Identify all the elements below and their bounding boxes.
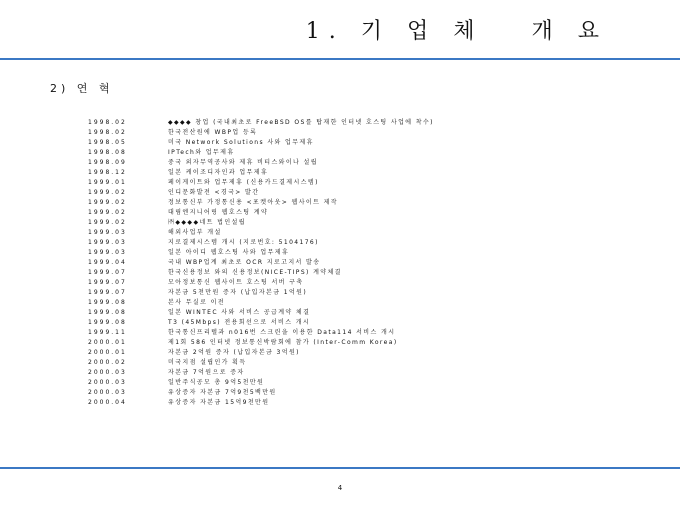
history-row <box>88 298 648 308</box>
history-event: T3 (45Mbps) 전용회선으로 서비스 개시 <box>168 319 311 326</box>
history-event: 본사 무실로 이전 <box>168 299 225 306</box>
history-row <box>88 178 648 188</box>
history-event: 모아정보통신 웹사이트 호스팅 서버 구축 <box>168 279 304 286</box>
history-date: 2000.04 <box>88 399 127 406</box>
history-date: 2000.02 <box>88 359 127 366</box>
history-date: 1998.02 <box>88 119 127 126</box>
history-date: 2000.01 <box>88 339 127 346</box>
history-event: 지로결제시스템 개시 (지로번호: 5104176) <box>168 239 319 246</box>
history-event: 미국지점 설립인가 획득 <box>168 359 247 366</box>
history-date: 1999.02 <box>88 219 127 226</box>
history-date: 1998.12 <box>88 169 127 176</box>
history-row <box>88 378 648 388</box>
history-row <box>88 128 648 138</box>
history-event: 유상증자 자본금 7억9천5백만원 <box>168 389 277 396</box>
history-row <box>88 338 648 348</box>
history-row <box>88 218 648 228</box>
history-event: IPTech와 업무제휴 <box>168 149 235 156</box>
history-row <box>88 398 648 408</box>
history-row <box>88 198 648 208</box>
history-event: 대림엔지니어링 웹호스팅 계약 <box>168 209 269 216</box>
history-row <box>88 118 648 128</box>
section-heading: 2) 연 혁 <box>50 82 114 95</box>
history-date: 1998.02 <box>88 129 127 136</box>
history-row <box>88 208 648 218</box>
history-event: 페이게이트와 업무제휴 (신용카드결제시스템) <box>168 179 319 186</box>
history-event: 정보통신부 가정통신용 <포켓아웃> 웹사이트 제작 <box>168 199 339 206</box>
history-event: 일본 아이디 웹호스팅 사와 업무제휴 <box>168 249 290 256</box>
history-date: 1999.08 <box>88 309 127 316</box>
history-date: 1999.04 <box>88 259 127 266</box>
header-divider <box>0 58 680 60</box>
history-date: 1999.03 <box>88 239 127 246</box>
history-date: 1999.03 <box>88 229 127 236</box>
history-row <box>88 288 648 298</box>
history-event: 인디문화발전 <경국> 발간 <box>168 189 260 196</box>
page-number: 4 <box>337 484 343 492</box>
history-date: 1999.08 <box>88 299 127 306</box>
history-row <box>88 148 648 158</box>
history-date: 1999.02 <box>88 209 127 216</box>
history-row <box>88 138 648 148</box>
history-event: 한국통신프리텔과 n016번 스크린을 이용한 Data114 서비스 개시 <box>168 329 396 336</box>
history-date: 1999.03 <box>88 249 127 256</box>
history-event: 자본금 7억원으로 증자 <box>168 369 245 376</box>
history-row <box>88 238 648 248</box>
history-event: 제1회 586 인터넷 정보통신박람회에 참가 (Inter-Comm Korea) <box>168 339 398 346</box>
history-event: 일본 케이조디자인과 업무제휴 <box>168 169 269 176</box>
history-row <box>88 328 648 338</box>
history-list <box>88 118 648 408</box>
history-event: 해외사업부 개설 <box>168 229 222 236</box>
history-date: 1999.07 <box>88 279 127 286</box>
history-row <box>88 258 648 268</box>
history-event: 미국 Network Solutions 사와 업무제휴 <box>168 139 314 146</box>
history-row <box>88 268 648 278</box>
history-date: 2000.03 <box>88 369 127 376</box>
history-row <box>88 248 648 258</box>
history-event: 중국 외자무역공사와 제휴 비티스와이나 설립 <box>168 159 318 166</box>
footer-divider <box>0 467 680 469</box>
history-row <box>88 188 648 198</box>
history-date: 1998.08 <box>88 149 127 156</box>
history-event: 일본 WINTEC 사와 서비스 공급계약 체결 <box>168 309 311 316</box>
history-date: 2000.01 <box>88 349 127 356</box>
history-event: 자본금 2억원 증자 (납입자본금 3억원) <box>168 349 300 356</box>
history-row <box>88 168 648 178</box>
history-row <box>88 228 648 238</box>
history-row <box>88 358 648 368</box>
page-title: 1. 기 업 체 개 요 <box>305 19 608 44</box>
history-row <box>88 278 648 288</box>
history-date: 1999.01 <box>88 179 127 186</box>
history-row <box>88 348 648 358</box>
history-event: ◆◆◆◆ 창업 (국내최초로 FreeBSD OS를 탑재한 인터넷 호스팅 사업에 착수) <box>168 119 434 126</box>
history-row <box>88 368 648 378</box>
history-date: 1999.07 <box>88 289 127 296</box>
history-date: 1999.08 <box>88 319 127 326</box>
history-row <box>88 158 648 168</box>
history-date: 1999.02 <box>88 189 127 196</box>
history-event: ㈜◆◆◆◆네트 법인설립 <box>168 219 246 226</box>
history-event: 자본금 5천만원 증자 (납입자본금 1억원) <box>168 289 308 296</box>
history-date: 2000.03 <box>88 389 127 396</box>
history-event: 일반주식공모 총 9억5천만원 <box>168 379 265 386</box>
history-date: 1998.09 <box>88 159 127 166</box>
history-row <box>88 318 648 328</box>
history-row <box>88 308 648 318</box>
history-event: 한국전산원에 WBP업 등록 <box>168 129 258 136</box>
history-row <box>88 388 648 398</box>
history-event: 국내 WBP업계 최초로 OCR 지로고지서 발송 <box>168 259 321 266</box>
history-event: 한국신용정보 와의 신용정보(NICE-TIPS) 계약체결 <box>168 269 342 276</box>
history-event: 유상증자 자본금 15억9천만원 <box>168 399 270 406</box>
history-date: 1998.05 <box>88 139 127 146</box>
history-date: 2000.03 <box>88 379 127 386</box>
history-date: 1999.07 <box>88 269 127 276</box>
history-date: 1999.02 <box>88 199 127 206</box>
history-date: 1999.11 <box>88 329 127 336</box>
